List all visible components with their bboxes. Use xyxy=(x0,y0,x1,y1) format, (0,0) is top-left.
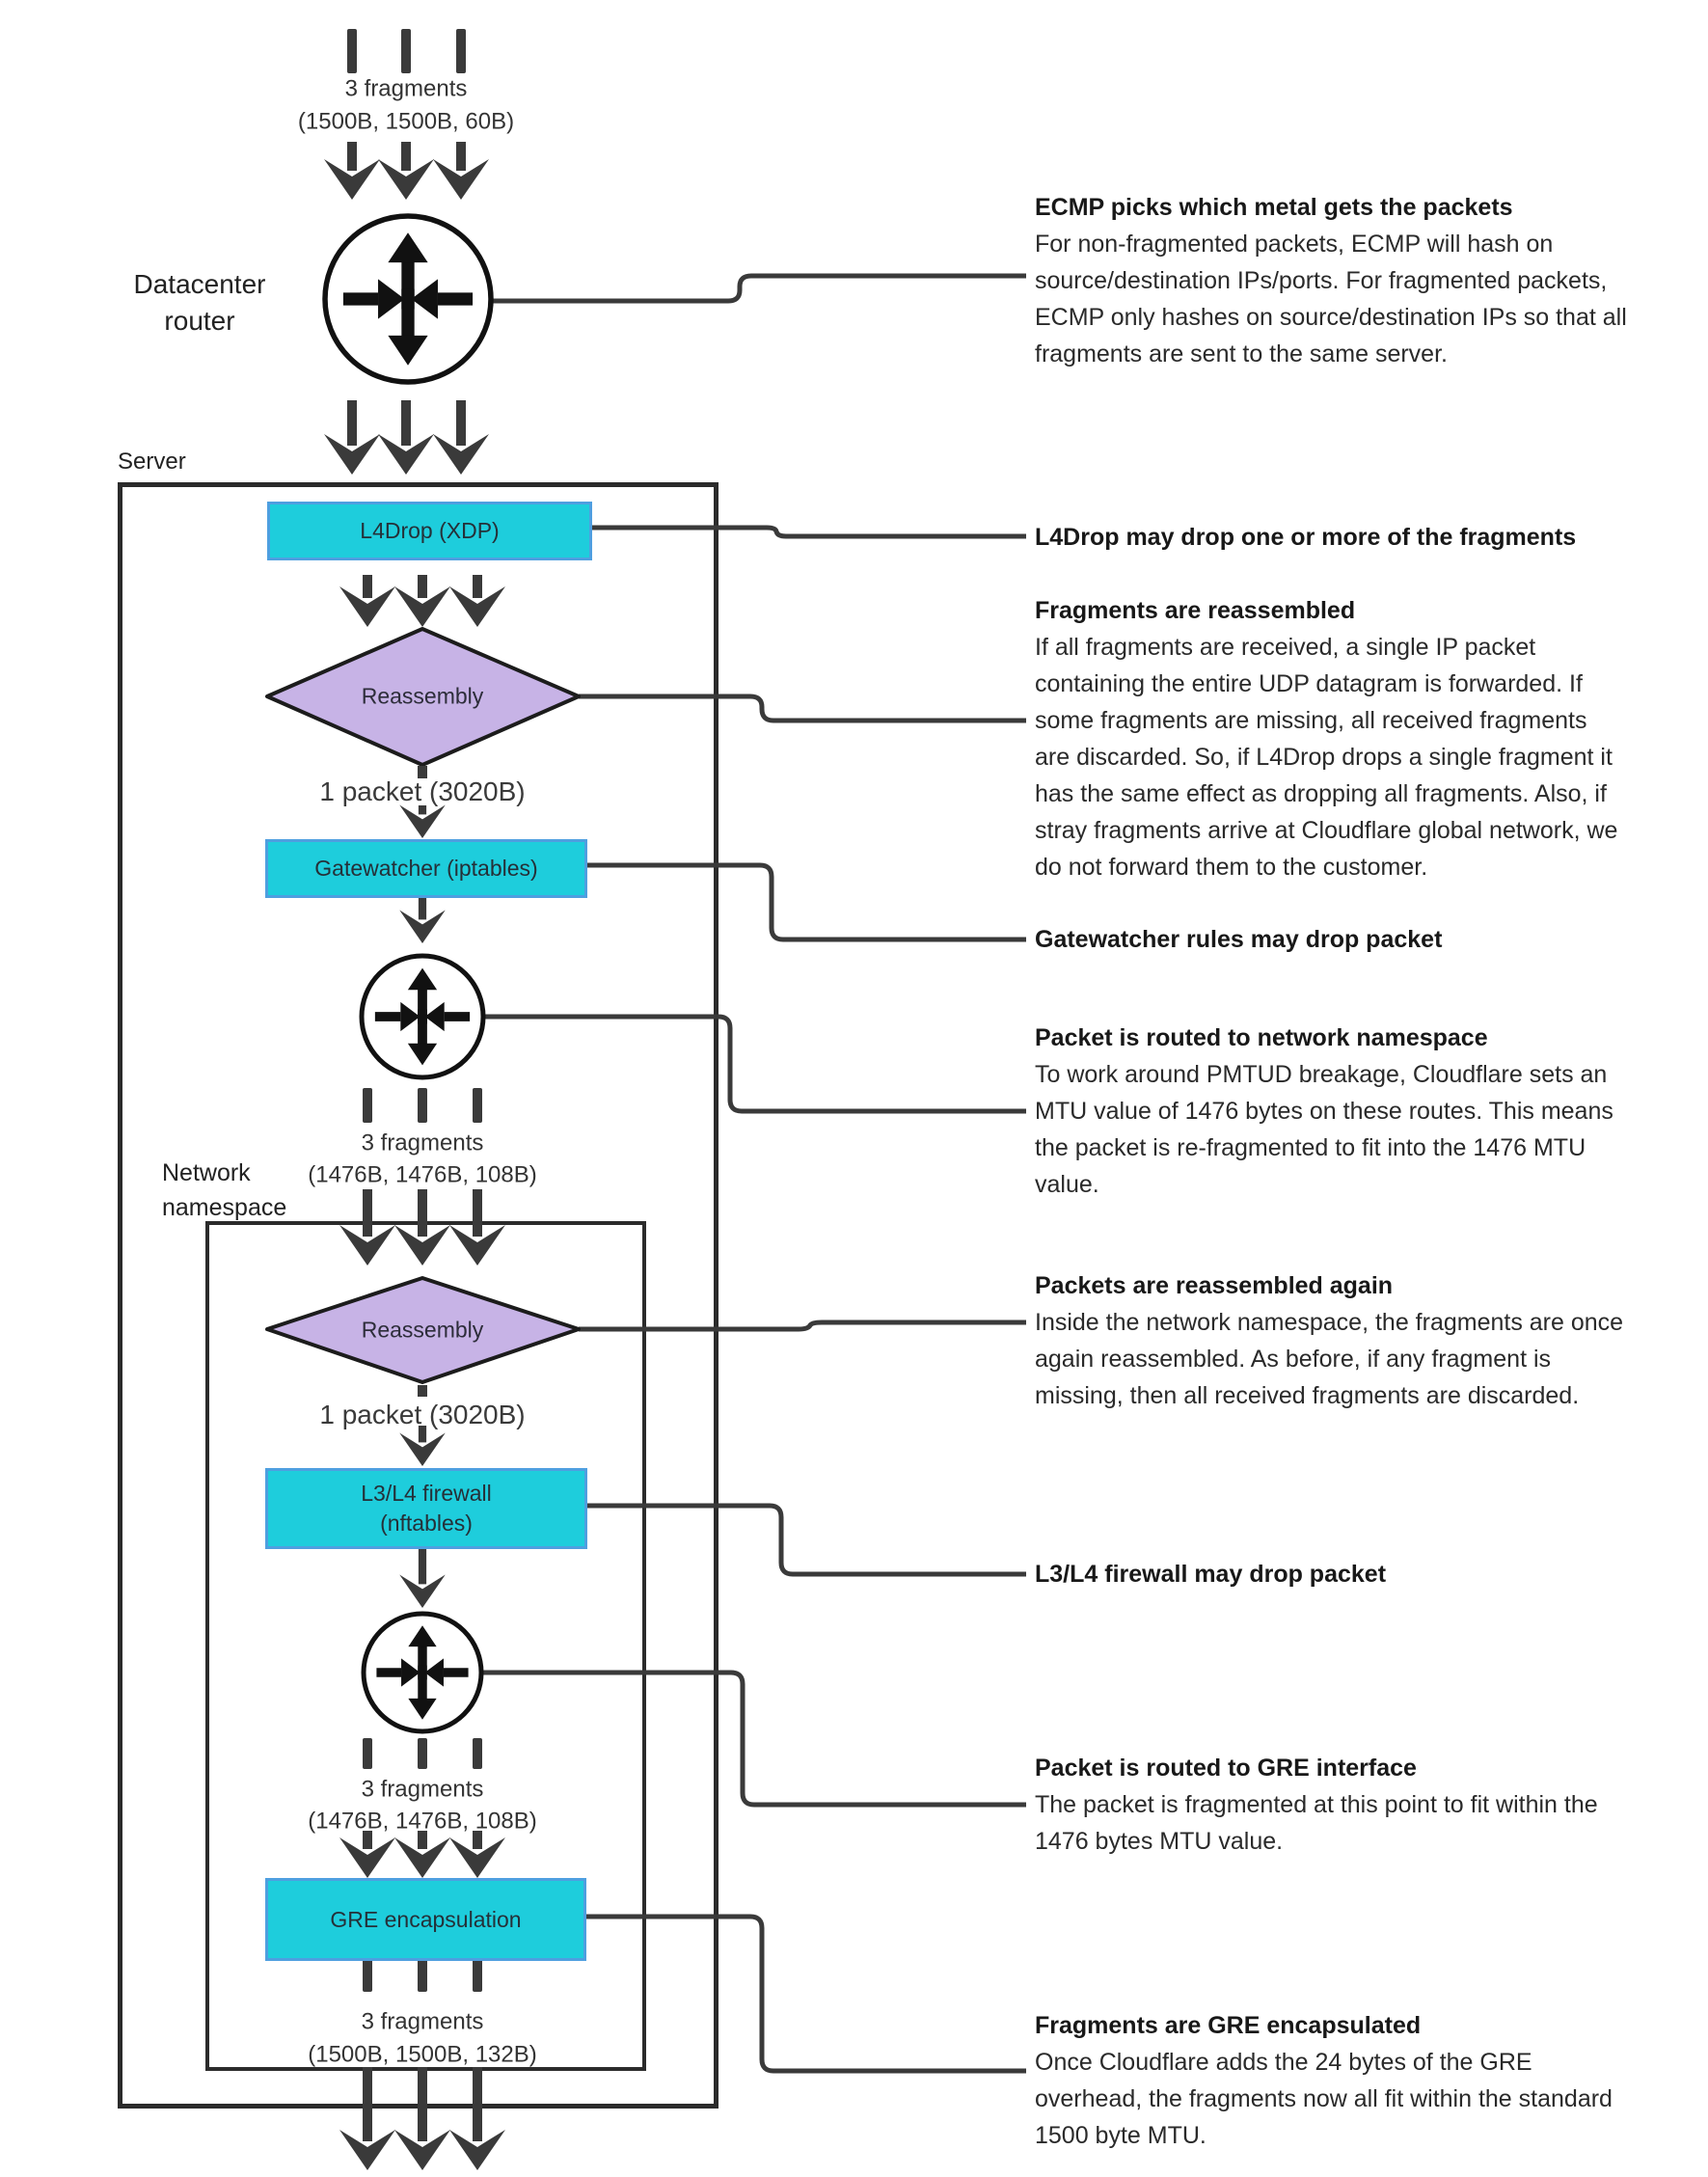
mid-fragments-count: 3 fragments xyxy=(361,1129,484,1157)
router-icon xyxy=(325,216,491,382)
flow-arrow xyxy=(339,1831,395,1878)
flow-arrow xyxy=(399,895,446,943)
annotation-gre_encap xyxy=(1035,2007,1706,2154)
connector-line xyxy=(579,696,1026,721)
annotation-title: Packet is routed to network namespace xyxy=(1035,1024,1488,1051)
annotation-line: ECMP only hashes on source/destination IPs so that all xyxy=(1035,304,1627,331)
annotation-line: stray fragments arrive at Cloudflare global network, we xyxy=(1035,817,1618,844)
annotation-line: If all fragments are received, a single IP packet xyxy=(1035,634,1536,661)
flow-arrow xyxy=(449,1831,505,1878)
firewall-label-line1: L3/L4 firewall xyxy=(361,1481,492,1506)
annotation-line: containing the entire UDP datagram is forwarded. If xyxy=(1035,670,1583,697)
bottom-fragments-sizes: (1500B, 1500B, 132B) xyxy=(308,2041,537,2068)
connector-line xyxy=(579,1322,1026,1329)
router-icon xyxy=(362,956,483,1077)
packet1-label: 1 packet (3020B) xyxy=(319,776,526,806)
packet-bar xyxy=(473,1959,482,1992)
annotation-reassembled xyxy=(1035,592,1706,885)
datacenter-router-label-line2: router xyxy=(164,306,235,336)
annotation-line: do not forward them to the customer. xyxy=(1035,854,1428,881)
gre-fragments-count: 3 fragments xyxy=(361,1776,484,1803)
bottom-fragments-count: 3 fragments xyxy=(361,2008,484,2035)
flow-arrow xyxy=(378,142,434,200)
server-label: Server xyxy=(118,449,186,475)
top-fragments-count: 3 fragments xyxy=(344,75,468,102)
l3l4-firewall-box xyxy=(265,1468,587,1549)
packet-bar xyxy=(418,1959,427,1992)
flow-arrow xyxy=(378,400,434,475)
network-namespace-label-line1: Network xyxy=(162,1159,251,1186)
annotation-line: To work around PMTUD breakage, Cloudflare sets an xyxy=(1035,1061,1608,1088)
annotation-gatewatcher_note xyxy=(1035,921,1706,958)
annotation-title: Gatewatcher rules may drop packet xyxy=(1035,926,1443,953)
flow-arrow xyxy=(339,2067,395,2170)
annotation-title: Packets are reassembled again xyxy=(1035,1272,1394,1299)
gre-fragments-sizes: (1476B, 1476B, 108B) xyxy=(308,1808,537,1835)
annotation-line: value. xyxy=(1035,1171,1099,1198)
flow-arrow xyxy=(449,2067,505,2170)
packet-bar xyxy=(418,1738,427,1769)
flow-arrow xyxy=(433,142,489,200)
annotation-line: MTU value of 1476 bytes on these routes. This means xyxy=(1035,1098,1613,1125)
gre-label: GRE encapsulation xyxy=(330,1906,522,1932)
annotation-firewall_note xyxy=(1035,1556,1706,1592)
packet2-label: 1 packet (3020B) xyxy=(319,1400,526,1429)
packet-bar xyxy=(473,1738,482,1769)
connector-line xyxy=(586,528,1026,536)
annotation-line: source/destination IPs/ports. For fragmented packets, xyxy=(1035,267,1608,294)
annotation-line: some fragments are missing, all received fragments xyxy=(1035,707,1587,734)
l4drop-label: L4Drop (XDP) xyxy=(360,518,500,543)
annotation-line: again reassembled. As before, if any fragment is xyxy=(1035,1346,1552,1373)
annotation-routed_nn xyxy=(1035,1020,1706,1203)
firewall-label-line2: (nftables) xyxy=(380,1510,473,1536)
annotation-line: has the same effect as dropping all fragments. Also, if xyxy=(1035,780,1607,807)
flow-arrow xyxy=(449,1189,505,1265)
gre-encapsulation-box xyxy=(265,1878,586,1961)
mid-fragments-sizes: (1476B, 1476B, 108B) xyxy=(308,1161,537,1188)
annotation-title: ECMP picks which metal gets the packets xyxy=(1035,194,1513,221)
connector-line xyxy=(581,1917,1026,2071)
connector-line xyxy=(582,1506,1026,1574)
l4drop-box xyxy=(267,502,592,560)
reassembly2-label: Reassembly xyxy=(361,1317,484,1343)
annotation-line: are discarded. So, if L4Drop drops a single fragment it xyxy=(1035,744,1613,771)
annotation-title: L3/L4 firewall may drop packet xyxy=(1035,1561,1387,1588)
annotation-line: Once Cloudflare adds the 24 bytes of the GRE xyxy=(1035,2049,1532,2076)
flow-arrow xyxy=(433,400,489,475)
network-namespace-label-line2: namespace xyxy=(162,1194,287,1221)
connector-line xyxy=(481,1673,1026,1805)
flow-arrow xyxy=(399,1426,446,1466)
flow-arrow xyxy=(394,575,450,627)
flow-arrow xyxy=(324,142,380,200)
annotation-line: missing, then all received fragments are discarded. xyxy=(1035,1382,1580,1409)
annotation-reassembled_again xyxy=(1035,1267,1706,1414)
flow-arrow xyxy=(394,1189,450,1265)
annotation-title: Packet is routed to GRE interface xyxy=(1035,1755,1417,1782)
packet-bar xyxy=(363,1738,372,1769)
connector-line xyxy=(582,865,1026,939)
top-fragments-sizes: (1500B, 1500B, 60B) xyxy=(297,108,515,135)
packet-bar xyxy=(401,29,411,73)
flow-arrow xyxy=(339,575,395,627)
flow-arrow xyxy=(324,400,380,475)
flow-arrow xyxy=(399,1547,446,1608)
flow-arrow xyxy=(339,1189,395,1265)
annotation-line: For non-fragmented packets, ECMP will hash on xyxy=(1035,231,1554,258)
router-icon xyxy=(364,1614,481,1731)
annotation-l4drop_note xyxy=(1035,519,1706,556)
annotation-line: fragments are sent to the same server. xyxy=(1035,340,1448,367)
gatewatcher-label: Gatewatcher (iptables) xyxy=(314,856,538,881)
flow-dash xyxy=(418,1385,427,1397)
annotation-title: Fragments are reassembled xyxy=(1035,597,1356,624)
annotation-line: 1500 byte MTU. xyxy=(1035,2122,1206,2149)
connector-line xyxy=(483,1017,1026,1111)
flow-arrow xyxy=(399,805,446,838)
packet-bar xyxy=(456,29,466,73)
annotation-line: the packet is re-fragmented to fit into the 1476 MTU xyxy=(1035,1134,1586,1161)
annotation-line: 1476 bytes MTU value. xyxy=(1035,1828,1284,1855)
annotation-title: Fragments are GRE encapsulated xyxy=(1035,2012,1422,2039)
packet-bar xyxy=(363,1088,372,1123)
packet-bar xyxy=(347,29,357,73)
annotation-routed_gre xyxy=(1035,1750,1706,1860)
flow-arrow xyxy=(449,575,505,627)
annotation-ecmp xyxy=(1035,189,1706,372)
packet-bar xyxy=(418,1088,427,1123)
connector-line xyxy=(493,276,1026,301)
annotation-line: Inside the network namespace, the fragments are once xyxy=(1035,1309,1624,1336)
annotation-title: L4Drop may drop one or more of the fragments xyxy=(1035,524,1577,551)
packet-bar xyxy=(363,1959,372,1992)
packet-bar xyxy=(473,1088,482,1123)
datacenter-router-label-line1: Datacenter xyxy=(133,269,266,299)
gatewatcher-box xyxy=(265,839,587,898)
reassembly1-label: Reassembly xyxy=(361,683,484,709)
flow-arrow xyxy=(394,1831,450,1878)
annotation-line: overhead, the fragments now all fit within the standard xyxy=(1035,2085,1613,2112)
annotation-line: The packet is fragmented at this point to fit within the xyxy=(1035,1791,1598,1818)
flow-arrow xyxy=(394,2067,450,2170)
